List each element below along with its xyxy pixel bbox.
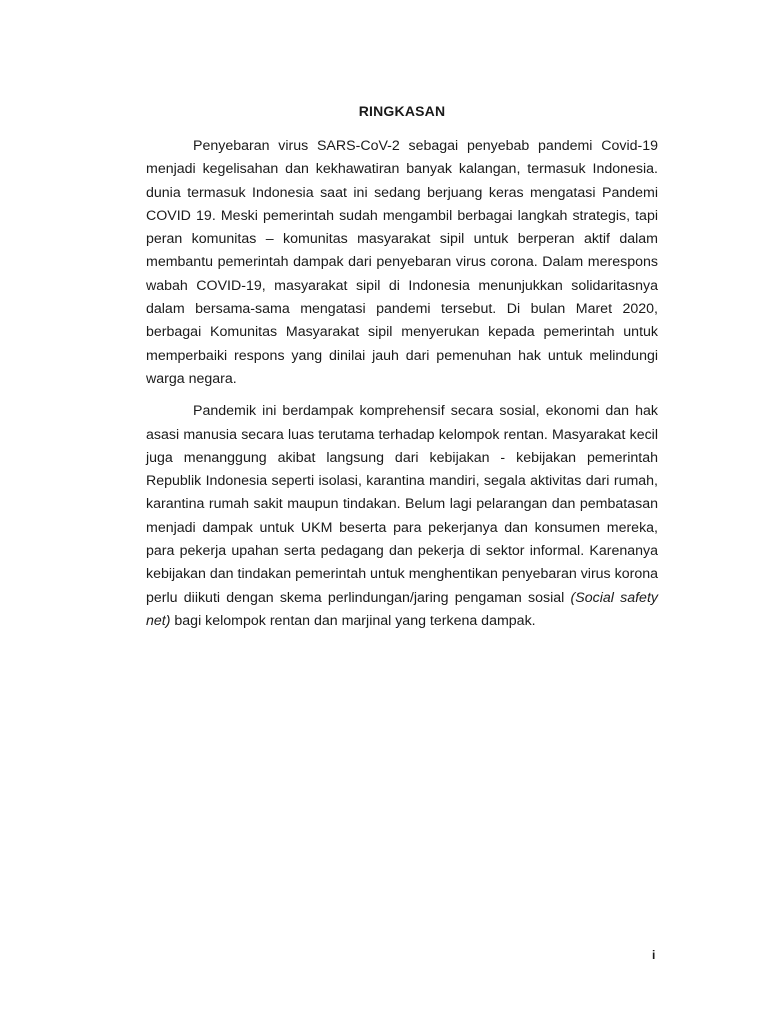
paragraph-2-text-end: bagi kelompok rentan dan marjinal yang terkena dampak. (170, 612, 536, 629)
page-number: i (652, 948, 656, 962)
document-content (146, 102, 658, 642)
page-title: RINGKASAN (358, 103, 446, 119)
social-safety-net-term: (Social safety net) (146, 589, 658, 629)
paragraph-2-text-start: Pandemik ini berdampak komprehensif secara sosial, ekonomi dan hak asasi manusia secara luas terutama terhadap kelompok rentan. Masyarakat kecil juga menanggung akibat langsung dari kebijakan - kebijakan pemerintah Republik Indonesia seperti isolasi, karantina mandiri, segala aktivitas dari rumah, karantina rumah sakit maupun tindakan. Belum lagi pelarangan dan pembatasan menjadi dampak untuk UKM beserta para pekerjanya dan konsumen mereka, para pekerja upahan serta pedagang dan pekerja di sektor informal. Karenanya kebijakan dan tindakan pemerintah untuk menghentikan penyebaran virus korona perlu diikuti dengan skema perlindungan/jaring pengaman sosial (146, 403, 658, 606)
summary-paragraph-2 (146, 400, 658, 633)
summary-paragraph-1: Penyebaran virus SARS-CoV-2 sebagai penyebab pandemi Covid-19 menjadi kegelisahan dan kekhawatiran banyak kalangan, termasuk Indonesia. dunia termasuk Indonesia saat ini sedang berjuang keras mengatasi Pandemi COVID 19. Meski pemerintah sudah mengambil berbagai langkah strategis, tapi peran komunitas – komunitas masyarakat sipil untuk berperan aktif dalam membantu pemerintah dampak dari penyebaran virus corona. Dalam merespons wabah COVID-19, masyarakat sipil di Indonesia menunjukkan solidaritasnya dalam bersama-sama mengatasi pandemi tersebut. Di bulan Maret 2020, berbagai Komunitas Masyarakat sipil menyerukan kepada pemerintah untuk memperbaiki respons yang dinilai jauh dari pemenuhan hak untuk melindungi warga negara. (146, 138, 658, 387)
